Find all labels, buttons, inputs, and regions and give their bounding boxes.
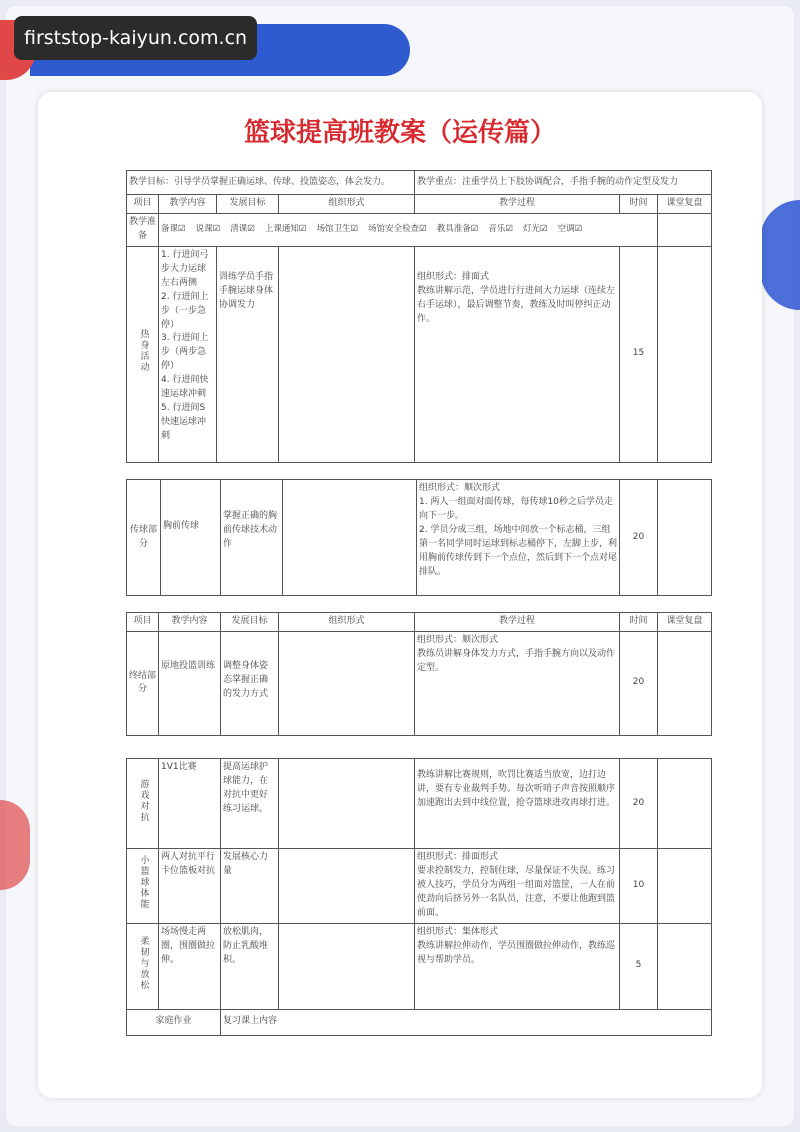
- teaching-goal: 教学目标：引导学员掌握正确运球、传球、投篮姿态，体会发力。: [127, 171, 415, 195]
- warmup-item: 热身活动: [127, 246, 159, 462]
- relax-item: 柔韧与放松: [127, 923, 159, 1009]
- warmup-dev: 训练学员手指手腕运球身体协调发力: [217, 246, 279, 462]
- prep-item: 音乐☑: [488, 224, 513, 235]
- finish-header-time: 时间: [620, 613, 658, 632]
- game-time: 20: [620, 759, 658, 849]
- game-process: 教练讲解比赛规则，吹罚比赛适当放宽，边打边讲，要有专业裁判手势。每次听哨子声音按照顺序加速跑出去到中线位置，抢夺篮球进攻再球打进。: [415, 759, 620, 849]
- watermark-label: firststop-kaiyun.com.cn: [14, 16, 257, 60]
- prep-item: 说课☑: [195, 224, 221, 235]
- mini-time: 10: [620, 849, 658, 924]
- relax-court-diagram: [279, 923, 415, 1009]
- relax-content: 场场慢走两圈，围圈做拉伸。: [159, 923, 221, 1009]
- warmup-process: 组织形式：排面式 教练讲解示范，学员进行行进间大力运球（连续左右手运球），最后调整节奏，教练及时叫停纠正动作。: [415, 246, 620, 462]
- finish-review: [658, 631, 712, 735]
- game-review: [658, 759, 712, 849]
- prep-item: 场馆安全检查☑: [368, 224, 427, 235]
- prep-checklist: [161, 223, 655, 236]
- homework-text: 复习课上内容: [221, 1009, 712, 1035]
- finish-header-dev: 发展目标: [221, 613, 279, 632]
- prep-item: 备课☑: [161, 224, 186, 235]
- prep-item: 教具准备☑: [436, 224, 479, 235]
- prep-label: 教学准备: [127, 213, 159, 246]
- header-content: 教学内容: [159, 195, 217, 214]
- prep-item: 灯光☑: [523, 224, 548, 235]
- finish-header-org: 组织形式: [279, 613, 415, 632]
- header-process: 教学过程: [415, 195, 620, 214]
- pass-item: 传球部分: [127, 480, 161, 596]
- review-cell: [658, 213, 712, 246]
- prep-item: 场馆卫生☑: [316, 224, 359, 235]
- finish-header-review: 课堂复盘: [658, 613, 712, 632]
- game-content: 1V1比赛: [159, 759, 221, 849]
- prep-item: 清课☑: [230, 224, 255, 235]
- warmup-court-diagram: [279, 246, 415, 462]
- header-item: 项目: [127, 195, 159, 214]
- warmup-time: 15: [620, 246, 658, 462]
- relax-process: 组织形式：集体形式 教练讲解拉伸动作，学员围圈做拉伸动作，教练巡视与帮助学员。: [415, 923, 620, 1009]
- lesson-table-finish: [126, 612, 712, 736]
- mini-review: [658, 849, 712, 924]
- warmup-content: 1. 行进间弓步大力运球左右两侧 2. 行进间上步（一步急停） 3. 行进间上步（两步急停） 4. 行进间快速运球冲刺 5. 行进间S快速运球冲刺: [159, 246, 217, 462]
- homework-label: 家庭作业: [127, 1009, 221, 1035]
- prep-items: [159, 213, 658, 246]
- pass-dev: 掌握正确的胸前传球技术动作: [221, 480, 283, 596]
- teaching-key-point: 教学重点：注重学员上下肢协调配合，手指手腕的动作定型及发力: [415, 171, 712, 195]
- prep-item: 上课通知☑: [264, 224, 307, 235]
- prep-item: 空调☑: [557, 224, 583, 235]
- finish-header-item: 项目: [127, 613, 159, 632]
- header-org: 组织形式: [279, 195, 415, 214]
- page-title: 篮球提高班教案（运传篇）: [243, 118, 556, 148]
- finish-time: 20: [620, 631, 658, 735]
- pass-content: 胸前传球: [161, 480, 221, 596]
- lesson-table-warmup: [126, 170, 712, 463]
- header-time: 时间: [620, 195, 658, 214]
- finish-court-diagram: [279, 631, 415, 735]
- finish-header-content: 教学内容: [159, 613, 221, 632]
- mini-item: 小篮球体能: [127, 849, 159, 924]
- pass-court-diagram: [283, 480, 417, 596]
- game-dev: 提高运球护球能力，在对抗中更好练习运球。: [221, 759, 279, 849]
- pass-review: [658, 480, 712, 596]
- warmup-review: [658, 246, 712, 462]
- game-court-diagram: [279, 759, 415, 849]
- pass-time: 20: [620, 480, 658, 596]
- mini-process: 组织形式：排面形式 要求控制发力，控制住球，尽量保证不失误。练习被人技巧，学员分为两组一组面对篮筐，一人在前使劲向后挤另外一名队员，注意，不要让他跑到篮前面。: [415, 849, 620, 924]
- finish-header-process: 教学过程: [415, 613, 620, 632]
- lesson-table-game: [126, 758, 712, 1036]
- finish-process: 组织形式：顺次形式 教练员讲解身体发力方式，手指手腕方向以及动作定型。: [415, 631, 620, 735]
- mini-dev: 发展核心力量: [221, 849, 279, 924]
- finish-content: 原地投篮训练: [159, 631, 221, 735]
- header-dev: 发展目标: [217, 195, 279, 214]
- mini-court-diagram: [279, 849, 415, 924]
- relax-time: 5: [620, 923, 658, 1009]
- relax-review: [658, 923, 712, 1009]
- finish-item: 终结部分: [127, 631, 159, 735]
- pass-process: 组织形式：顺次形式 1. 两人一组面对面传球，每传球10秒之后学员走向下一步。 2. 学员分成三组，场地中间放一个标志桶，三组第一名同学同时运球到标志桶停下，左脚上步，利用胸前传球传到下一个点位，然后到下一个点对尾排队。: [417, 480, 620, 596]
- header-review: 课堂复盘: [658, 195, 712, 214]
- game-item: 游戏对抗: [127, 759, 159, 849]
- mini-content: 两人对抗平行卡位篮板对抗: [159, 849, 221, 924]
- lesson-table-pass: [126, 479, 712, 596]
- finish-dev: 调整身体姿态掌握正确的发力方式: [221, 631, 279, 735]
- relax-dev: 放松肌肉，防止乳酸堆积。: [221, 923, 279, 1009]
